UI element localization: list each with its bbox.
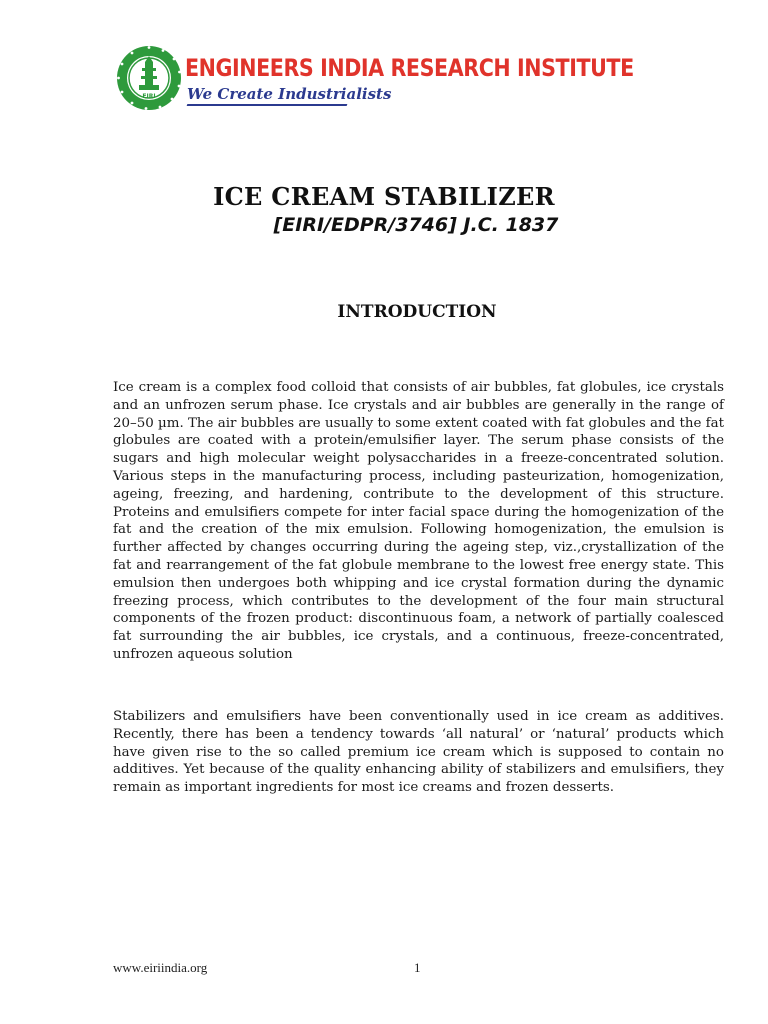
document-title: ICE CREAM STABILIZER bbox=[213, 182, 555, 211]
footer-website-link[interactable]: www.eiriindia.org bbox=[113, 960, 208, 975]
tagline-underline bbox=[187, 104, 348, 106]
body-paragraph: Stabilizers and emulsifiers have been conventionally used in ice cream as additives. Recently, there has been a tendency towards ‘all natural’ or ‘natural’ products which have given rise to the so called premium ice cream which is supposed to contain no additives. Yet because of the quality enhancing ability of stabilizers and emulsifiers, they remain as important ingredients for most ice creams and frozen desserts. bbox=[113, 709, 724, 796]
institute-seal-icon bbox=[115, 44, 183, 112]
org-logo bbox=[115, 44, 634, 120]
page-number: 1 bbox=[414, 960, 421, 975]
organization-name: ENGINEERS INDIA RESEARCH INSTITUTE bbox=[185, 54, 634, 82]
body-paragraph: Ice cream is a complex food colloid that consists of air bubbles, fat globules, ice crystals and an unfrozen serum phase. Ice crystals and air bubbles are generally in the range of 20–50 µm. The air bubbles are usually to some extent coated with fat globules and the fat globules are coated with a protein/emulsifier layer. The serum phase consists of the sugars and high molecular weight polysaccharides in a freeze-concentrated solution. Various steps in the manufacturing process, including pasteurization, homogenization, ageing, freezing, and hardening, contribute to the development of this structure. Proteins and emulsifiers compete for inter facial space during the homogenization of the fat and the creation of the mix emulsion. Following homogenization, the emulsion is further affected by changes occurring during the ageing step, viz.,crystallization of the fat and rearrangement of the fat globule membrane to the lowest free energy state. This emulsion then undergoes both whipping and ice crystal formation during the dynamic freezing process, which contributes to the development of the four main structural components of the frozen product: discontinuous foam, a network of partially coalesced fat surrounding the air bubbles, ice crystals, and a continuous, freeze-concentrated, unfrozen aqueous solution bbox=[113, 380, 724, 662]
organization-tagline: We Create Industrialists bbox=[187, 85, 392, 103]
seal-text: EIRI bbox=[142, 93, 156, 100]
document-code: [EIRI/EDPR/3746] J.C. 1837 bbox=[273, 214, 559, 236]
section-heading: INTRODUCTION bbox=[337, 302, 497, 322]
